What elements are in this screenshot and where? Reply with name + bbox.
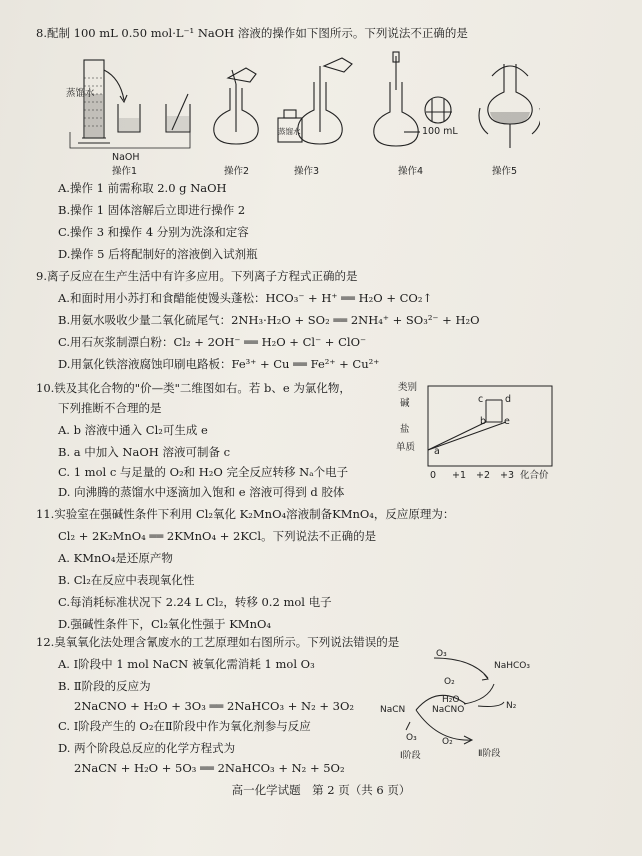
q12-o3-bottom: O₃ <box>406 733 417 743</box>
q9-option-a: A.和面时用小苏打和食醋能使馒头蓬松：HCO₃⁻ + H⁺ ══ H₂O + CO₂↑ <box>58 291 433 305</box>
q10-option-a: A. b 溶液中通入 Cl₂可生成 e <box>58 423 208 437</box>
q10-point-d: d <box>505 394 512 405</box>
q10-x-0: 0 <box>430 470 437 481</box>
q8-option-b: B.操作 1 固体溶解后立即进行操作 2 <box>58 203 246 217</box>
q12-option-d: D. 两个阶段总反应的化学方程式为 <box>58 741 236 755</box>
q12-stage-2: Ⅱ阶段 <box>478 749 501 759</box>
q11-stem-1: 11.实验室在强碱性条件下利用 Cl₂氧化 K₂MnO₄溶液制备KMnO₄，反应原理为： <box>36 507 455 521</box>
q10-valence-class-chart <box>392 376 562 486</box>
q9-option-c: C.用石灰浆制漂白粉：Cl₂ + 2OH⁻ ══ H₂O + Cl⁻ + ClO⁻ <box>58 335 367 349</box>
q12-o2-bottom: O₂ <box>442 737 453 747</box>
q8-stem: 8.配制 100 mL 0.50 mol·L⁻¹ NaOH 溶液的操作如下图所示。下列说法不正确的是 <box>36 26 468 40</box>
page-footer: 高一化学试题 第 2 页（共 6 页） <box>231 783 411 797</box>
q10-y-label-salt: 盐 <box>400 424 410 435</box>
q10-y-title: 类别 <box>398 382 418 393</box>
q10-option-b: B. a 中加入 NaOH 溶液可制备 c <box>58 445 231 459</box>
q12-option-a: A. Ⅰ阶段中 1 mol NaCN 被氧化需消耗 1 mol O₃ <box>58 657 315 671</box>
q8-bottle-label: 蒸馏水 <box>278 127 301 136</box>
q12-ozone-process-diagram <box>376 644 566 762</box>
q8-op4: 操作4 <box>398 166 424 176</box>
q8-option-c: C.操作 3 和操作 4 分别为洗涤和定容 <box>58 225 249 239</box>
q8-op1: 操作1 <box>112 166 138 176</box>
q8-option-d: D.操作 5 后将配制好的溶液倒入试剂瓶 <box>58 247 258 261</box>
q10-y-label-base: 碱 <box>400 398 410 409</box>
q8-op2: 操作2 <box>224 166 250 176</box>
q12-stem: 12.臭氧氧化法处理含氰废水的工艺原理如右图所示。下列说法错误的是 <box>36 635 400 649</box>
q12-h2o: H₂O <box>442 695 460 705</box>
q8-naoh-label: NaOH <box>112 152 140 163</box>
q10-point-c: c <box>478 394 484 405</box>
q11-option-a: A. KMnO₄是还原产物 <box>58 551 173 565</box>
q8-figure <box>60 48 540 176</box>
q10-x-2: +2 <box>476 470 491 481</box>
q9-stem: 9.离子反应在生产生活中有许多应用。下列离子方程式正确的是 <box>36 269 358 283</box>
q10-stem-2: 下列推断不合理的是 <box>58 401 162 415</box>
q8-volume-label: 100 mL <box>422 126 458 137</box>
q11-stem-2: Cl₂ + 2K₂MnO₄ ══ 2KMnO₄ + 2KCl。下列说法不正确的是 <box>58 529 377 543</box>
q11-option-d: D.强碱性条件下，Cl₂氧化性强于 KMnO₄ <box>58 617 272 631</box>
q10-point-e: e <box>504 416 510 427</box>
q12-option-c: C. Ⅰ阶段产生的 O₂在Ⅱ阶段中作为氧化剂参与反应 <box>58 719 311 733</box>
q10-y-label-element: 单质 <box>396 442 416 453</box>
q12-n2: N₂ <box>506 701 517 711</box>
q10-point-b: b <box>480 416 487 427</box>
q12-o3-top: O₃ <box>436 649 447 659</box>
q11-option-c: C.每消耗标准状况下 2.24 L Cl₂，转移 0.2 mol 电子 <box>58 595 332 609</box>
q10-x-title: 化合价 <box>520 470 549 481</box>
q10-x-3: +3 <box>500 470 515 481</box>
q12-option-b: B. Ⅱ阶段的反应为 <box>58 679 151 693</box>
q12-nahco3: NaHCO₃ <box>494 661 530 671</box>
q10-stem-1: 10.铁及其化合物的"价—类"二维图如右。若 b、e 为氯化物， <box>36 381 351 395</box>
q12-nacn: NaCN <box>380 705 406 715</box>
q8-option-a: A.操作 1 前需称取 2.0 g NaOH <box>58 181 227 195</box>
q8-op5: 操作5 <box>492 166 518 176</box>
q12-nacno: NaCNO <box>432 705 465 715</box>
q10-option-c: C. 1 mol c 与足量的 O₂和 H₂O 完全反应转移 Nₐ个电子 <box>58 465 349 479</box>
q12-o2-top: O₂ <box>444 677 455 687</box>
q8-op3: 操作3 <box>294 166 320 176</box>
q12-option-b-equation: 2NaCNO + H₂O + 3O₃ ══ 2NaHCO₃ + N₂ + 3O₂ <box>74 699 355 713</box>
q10-point-a: a <box>434 446 440 457</box>
q12-stage-1: Ⅰ阶段 <box>400 751 421 761</box>
q9-option-d: D.用氯化铁溶液腐蚀印刷电路板：Fe³⁺ + Cu ══ Fe²⁺ + Cu²⁺ <box>58 357 380 371</box>
q12-option-d-equation: 2NaCN + H₂O + 5O₃ ══ 2NaHCO₃ + N₂ + 5O₂ <box>74 761 345 775</box>
q9-option-b: B.用氨水吸收少量二氧化硫尾气：2NH₃·H₂O + SO₂ ══ 2NH₄⁺ + SO₃²⁻ + H₂O <box>58 313 480 327</box>
q10-option-d: D. 向沸腾的蒸馏水中逐滴加入饱和 e 溶液可得到 d 胶体 <box>58 485 345 499</box>
q11-option-b: B. Cl₂在反应中表现氧化性 <box>58 573 195 587</box>
q8-water-label: 蒸馏水 <box>66 88 95 99</box>
q10-x-1: +1 <box>452 470 467 481</box>
